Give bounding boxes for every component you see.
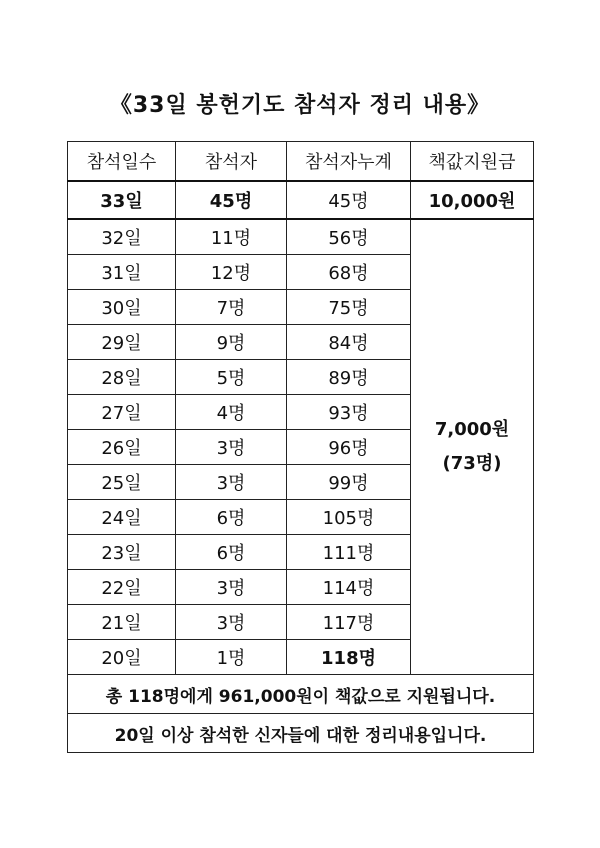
cumulative-cell: 105명 bbox=[287, 500, 411, 535]
count-cell: 6명 bbox=[176, 500, 287, 535]
count-cell: 3명 bbox=[176, 605, 287, 640]
cumulative-cell: 117명 bbox=[287, 605, 411, 640]
header-cell: 참석자 bbox=[176, 142, 287, 182]
attendance-table bbox=[67, 141, 534, 753]
count-cell: 3명 bbox=[176, 465, 287, 500]
table-header-row bbox=[68, 142, 534, 182]
support-amount: 7,000원 bbox=[434, 419, 510, 440]
count-cell: 11명 bbox=[176, 219, 287, 255]
days-cell: 21일 bbox=[68, 605, 176, 640]
count-cell: 7명 bbox=[176, 290, 287, 325]
count-cell: 5명 bbox=[176, 360, 287, 395]
cumulative-cell: 93명 bbox=[287, 395, 411, 430]
days-cell: 22일 bbox=[68, 570, 176, 605]
days-cell: 23일 bbox=[68, 535, 176, 570]
support-merged-cell bbox=[411, 219, 534, 675]
count-cell: 6명 bbox=[176, 535, 287, 570]
summary-text: 총 118명에게 961,000원이 책값으로 지원됩니다. bbox=[68, 675, 534, 714]
cumulative-cell: 96명 bbox=[287, 430, 411, 465]
count-cell: 12명 bbox=[176, 255, 287, 290]
header-cell: 참석자누계 bbox=[287, 142, 411, 182]
count-cell: 45명 bbox=[176, 181, 287, 219]
count-cell: 3명 bbox=[176, 570, 287, 605]
support-count: (73명) bbox=[442, 453, 502, 474]
cumulative-cell: 114명 bbox=[287, 570, 411, 605]
header-cell: 참석일수 bbox=[68, 142, 176, 182]
note-text: 20일 이상 참석한 신자들에 대한 정리내용입니다. bbox=[68, 714, 534, 753]
days-cell: 31일 bbox=[68, 255, 176, 290]
cumulative-cell: 45명 bbox=[287, 181, 411, 219]
days-cell: 25일 bbox=[68, 465, 176, 500]
table-row bbox=[68, 219, 534, 255]
page-title: 《33일 봉헌기도 참석자 정리 내용》 bbox=[109, 93, 491, 118]
cumulative-cell: 75명 bbox=[287, 290, 411, 325]
summary-row bbox=[68, 675, 534, 714]
cumulative-cell: 84명 bbox=[287, 325, 411, 360]
cumulative-cell: 99명 bbox=[287, 465, 411, 500]
count-cell: 1명 bbox=[176, 640, 287, 675]
support-cell: 10,000원 bbox=[411, 181, 534, 219]
days-cell: 27일 bbox=[68, 395, 176, 430]
cumulative-cell: 68명 bbox=[287, 255, 411, 290]
days-cell: 33일 bbox=[68, 181, 176, 219]
days-cell: 20일 bbox=[68, 640, 176, 675]
days-cell: 24일 bbox=[68, 500, 176, 535]
cumulative-cell: 56명 bbox=[287, 219, 411, 255]
days-cell: 29일 bbox=[68, 325, 176, 360]
count-cell: 9명 bbox=[176, 325, 287, 360]
days-cell: 26일 bbox=[68, 430, 176, 465]
header-cell: 책값지원금 bbox=[411, 142, 534, 182]
note-row bbox=[68, 714, 534, 753]
count-cell: 3명 bbox=[176, 430, 287, 465]
days-cell: 32일 bbox=[68, 219, 176, 255]
cumulative-cell: 118명 bbox=[287, 640, 411, 675]
cumulative-cell: 111명 bbox=[287, 535, 411, 570]
table-row bbox=[68, 181, 534, 219]
count-cell: 4명 bbox=[176, 395, 287, 430]
days-cell: 28일 bbox=[68, 360, 176, 395]
cumulative-cell: 89명 bbox=[287, 360, 411, 395]
days-cell: 30일 bbox=[68, 290, 176, 325]
